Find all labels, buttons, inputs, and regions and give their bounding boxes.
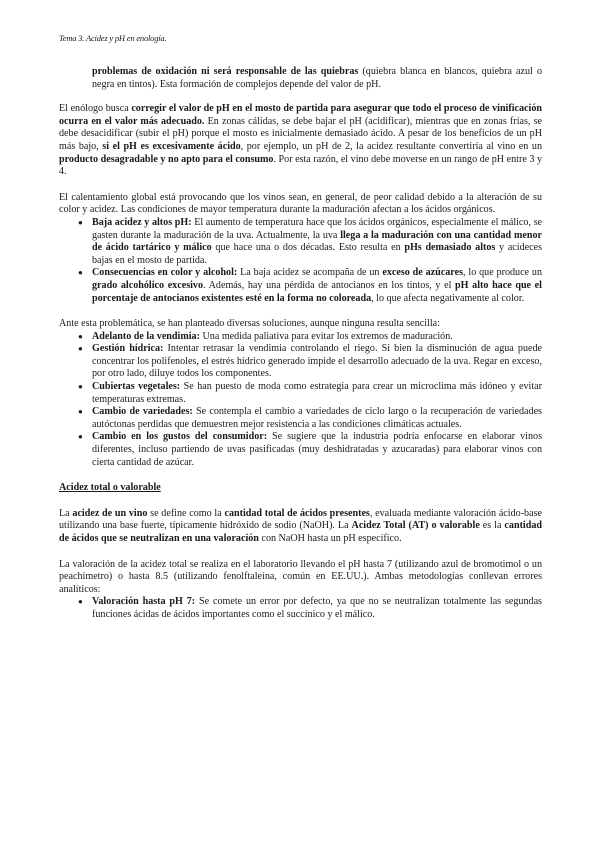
- bold-span: pH alto hace que el porcentaje de antocianos existentes esté en la forma no coloreada: [92, 279, 542, 304]
- text-span: (quiebra blanca en blancos, quiebra azul o negra en tintos). Esta formación de complejos depende del valor de pH.: [92, 66, 542, 90]
- text-span: y acideces bajas en el mosto de partida.: [92, 242, 542, 266]
- document-body: [59, 66, 542, 635]
- paragraph-ph-correction: [59, 103, 542, 179]
- text-span: se define como la: [147, 507, 225, 519]
- bold-span: si el pH es excesivamente ácido: [102, 140, 241, 152]
- paragraph-total-acidity: [59, 508, 542, 546]
- bold-span: Cambio de variedades:: [92, 406, 193, 418]
- bold-span: Gestión hídrica:: [92, 343, 164, 355]
- paragraph-global-warming: El calentamiento global está provocando que los vinos sean, en general, de peor calidad debido a la alteración de su color y acidez. Las condiciones de mayor temperatura durante la maduración afectan a los ácidos orgánicos.: [59, 191, 542, 216]
- text-span: Se contempla el cambio a variedades de ciclo largo o la recuperación de variedades autóctonas perdidas que demuestren mejor resistencia a las condiciones climáticas actuales.: [92, 406, 542, 430]
- bold-span: Cambio en los gustos del consumidor:: [92, 431, 268, 443]
- paragraph-quiebras: [59, 66, 542, 91]
- text-span: que hace una o dos décadas. Esto resulta en: [211, 242, 405, 254]
- paragraph-solutions: Ante esta problemática, se han planteado diversas soluciones, aunque ninguna resulta sencilla:: [59, 318, 440, 330]
- bold-span: Cubiertas vegetales:: [92, 381, 181, 393]
- text-span: , evaluada mediante valoración ácido-base utilizando una base fuerte, típicamente hidróxido de sodio (NaOH). La: [59, 507, 542, 532]
- list-item: [92, 431, 542, 469]
- text-span: , por ejemplo, un pH de 2, la acidez resultante convertiría al vino en un: [240, 140, 542, 152]
- bold-span: cantidad de ácidos que se neutralizan en una valoración: [59, 520, 543, 544]
- bold-span: Acidez Total (AT) o valorable: [351, 520, 480, 532]
- text-span: La: [59, 507, 73, 519]
- list-item: [92, 596, 542, 621]
- text-span: Se comete un error por defecto, ya que no se neutralizan totalmente las segundas funciones ácidas de ácidos importantes como el succínico y el málico.: [92, 596, 542, 620]
- text-span: , lo que afecta negativamente al color.: [371, 292, 525, 304]
- bold-span: producto desagradable y no apto para el consumo: [59, 153, 274, 165]
- bold-span: pHs demasiado altos: [404, 242, 496, 254]
- list-item: [92, 406, 542, 431]
- list-item: [92, 217, 542, 267]
- bullet-list-titration: [59, 596, 542, 621]
- text-span: , lo que produce un: [463, 267, 542, 279]
- text-span: Una medida paliativa para evitar los extremos de maduración.: [199, 330, 453, 342]
- text-span: . Por esta razón, el vino debe moverse en un rango de pH entre 3 y 4.: [59, 153, 542, 178]
- bold-span: corregir el valor de pH en el mosto de partida para asegurar que todo el proceso de vinificación ocurra en el valor más adecuado.: [59, 103, 543, 127]
- running-header: Tema 3. Acidez y pH en enología.: [59, 33, 167, 43]
- bold-span: Adelanto de la vendimia:: [92, 330, 200, 342]
- text-span: Se sugiere que la industria podría enfocarse en elaborar vinos diferentes, incluso partiendo de uvas pasificadas (muy deshidratadas y azucaradas) para elaborar vinos con cierta cantidad de azúcar.: [92, 431, 542, 468]
- section-heading: Acidez total o valorable: [59, 482, 161, 494]
- list-item: [92, 331, 542, 344]
- text-span: es la: [479, 520, 505, 532]
- paragraph-titration: La valoración de la acidez total se realiza en el laboratorio llevando el pH hasta 7 (utilizando azul de bromotimol o un peachímetro) o hasta 8.5 (utilizando fenolftaleína, común en EE.UU.). Ambas metodologías conllevan errores analíticos:: [59, 558, 542, 595]
- text-span: La baja acidez se acompaña de un: [237, 267, 383, 279]
- text-span: Intentar retrasar la vendimia controlando el riego. Si bien la disminución de agua puede concentrar los polifenoles, el estrés hídrico generado impide el desarrollo adecuado de la uva. Regar en exceso, por otro lado, diluye todos los componentes.: [92, 343, 542, 380]
- bold-span: grado alcohólico excesivo: [92, 279, 204, 291]
- text-span: . Además, hay una pérdida de antocianos en los tintos, y el: [203, 279, 456, 291]
- bold-span: llega a la maduración con una cantidad menor de ácido tartárico y málico: [92, 229, 542, 254]
- bold-span: Valoración hasta pH 7:: [92, 596, 196, 608]
- text-span: El aumento de temperatura hace que los ácidos orgánicos, especialmente el málico, se gasten durante la maduración de la uva. Actualmente, la uva: [92, 216, 542, 241]
- text-span: En zonas cálidas, se debe bajar el pH (acidificar), mientras que en zonas frías, se debe desacidificar (subir el pH) porque el mosto es inicialmente demasiado ácido. A pesar de los beneficios de un pH más bajo,: [59, 115, 543, 152]
- list-item: [92, 267, 542, 305]
- text-span: El enólogo busca: [59, 103, 132, 115]
- bold-span: Consecuencias en color y alcohol:: [92, 267, 238, 279]
- text-span: Se han puesto de moda como estrategia para crear un microclima más idóneo y evitar temperaturas extremas.: [92, 381, 542, 405]
- bold-span: cantidad total de ácidos presentes: [224, 507, 370, 519]
- bold-span: exceso de azúcares: [382, 267, 463, 279]
- bold-span: problemas de oxidación ni será responsable de las quiebras: [92, 66, 359, 77]
- bold-span: Baja acidez y altos pH:: [92, 216, 192, 228]
- list-item: [92, 343, 542, 381]
- bullet-list-solutions: [59, 331, 542, 470]
- text-span: con NaOH hasta un pH específico.: [258, 533, 402, 544]
- list-item: [92, 381, 542, 406]
- bullet-list-effects: [59, 217, 542, 305]
- bold-span: acidez de un vino: [72, 507, 148, 519]
